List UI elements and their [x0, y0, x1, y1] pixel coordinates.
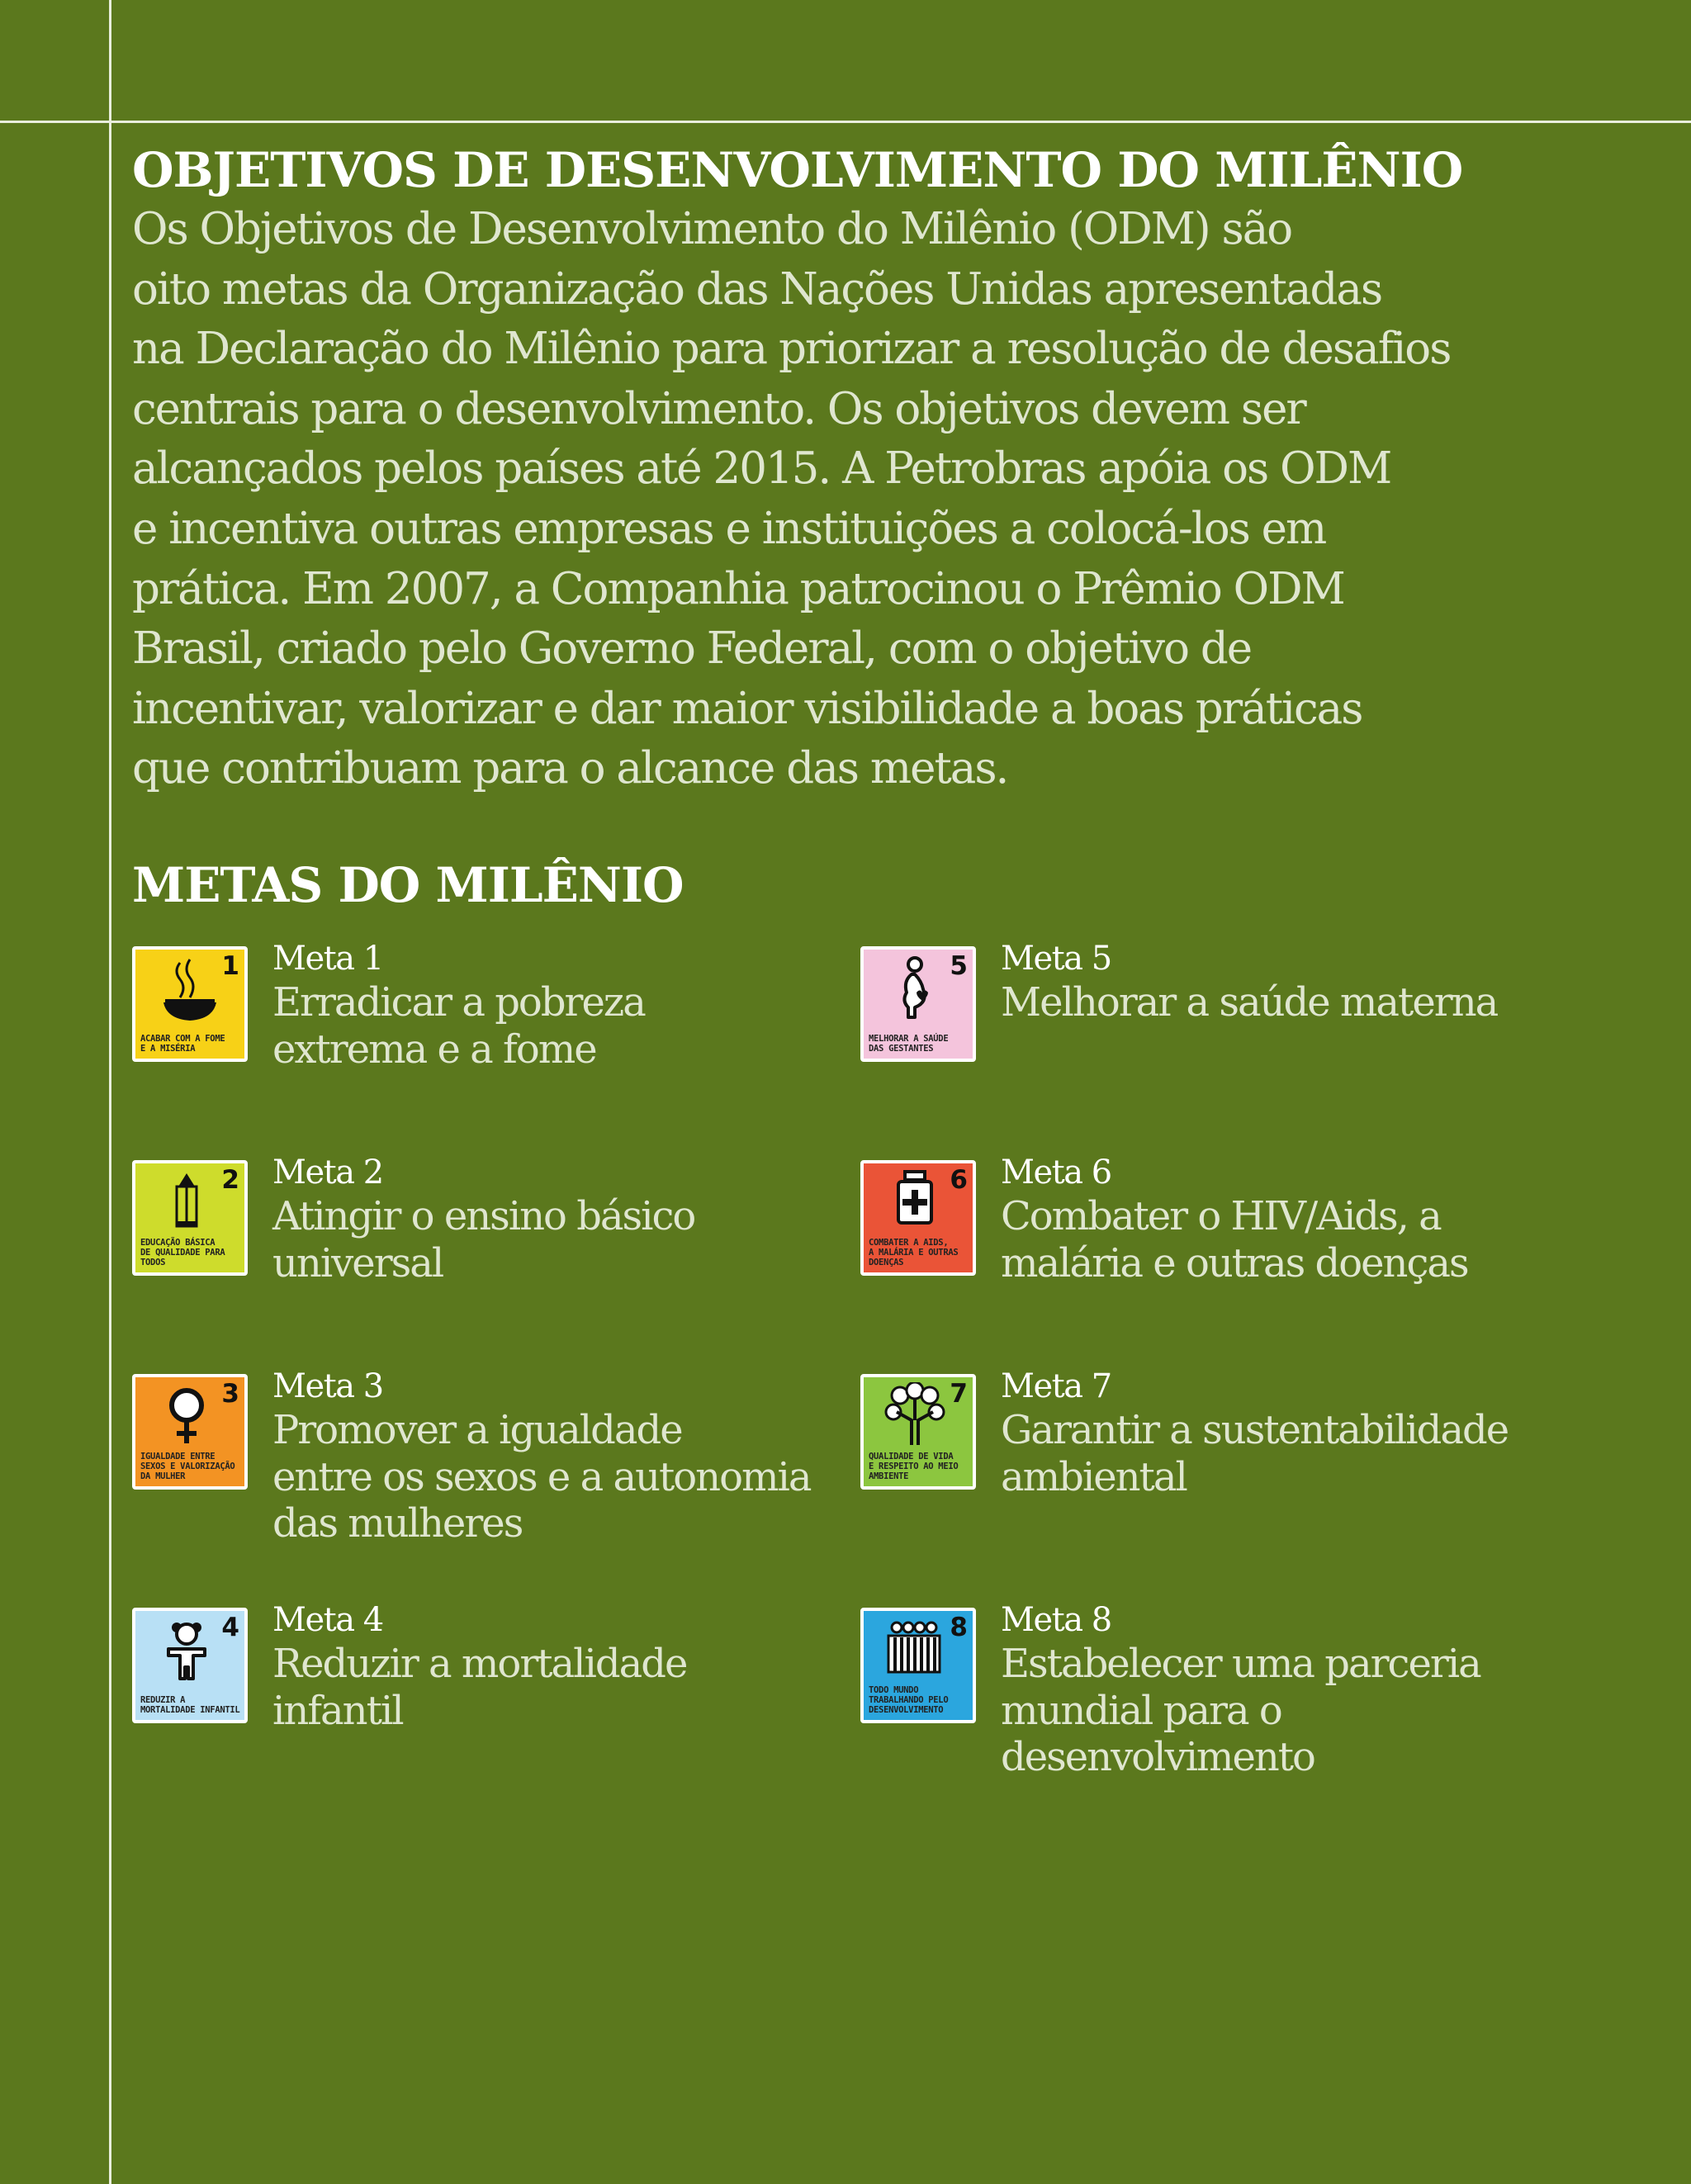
badge-line: EDUCAÇÃO BÁSICA [140, 1238, 216, 1248]
goal-description [272, 979, 867, 1073]
badge-line: QUALIDADE DE VIDA [869, 1452, 954, 1462]
intro-line: na Declaração do Milênio para priorizar a resolução de desafios [132, 324, 1451, 375]
goal-desc-line: Reduzir a mortalidade [272, 1641, 687, 1687]
goal-badge-6 [860, 1160, 976, 1276]
intro-line: Brasil, criado pelo Governo Federal, com o objetivo de [132, 623, 1252, 675]
goal-badge-5 [860, 946, 976, 1062]
goal-badge-1 [132, 946, 248, 1062]
goal-name: Meta 3 [272, 1367, 383, 1405]
goal-desc-line: Melhorar a saúde materna [1001, 979, 1498, 1026]
goal-desc-line: das mulheres [272, 1500, 523, 1547]
vertical-rule [109, 0, 111, 2184]
goal-badge-number: 5 [950, 951, 968, 981]
goal-desc-line: Garantir a sustentabilidade [1001, 1407, 1509, 1453]
intro-line: Os Objetivos de Desenvolvimento do Milênio (ODM) são [132, 204, 1292, 254]
goal-desc-line: Atingir o ensino básico [272, 1193, 695, 1239]
badge-line: E A MISÉRIA [140, 1044, 196, 1054]
badge-line: DESENVOLVIMENTO [869, 1705, 944, 1715]
badge-line: DE QUALIDADE PARA [140, 1248, 225, 1258]
goal-badge-label [140, 1695, 241, 1715]
intro-section [132, 140, 1552, 799]
female-symbol-icon [147, 1382, 230, 1457]
goal-badge-4 [132, 1608, 248, 1723]
goal-badge-label [869, 1034, 969, 1054]
goal-desc-line: extrema e a fome [272, 1026, 596, 1073]
goal-desc-line: Promover a igualdade [272, 1407, 682, 1453]
goal-name: Meta 4 [272, 1601, 383, 1639]
goal-description [1001, 1641, 1595, 1781]
badge-line: TRABALHANDO PELO [869, 1695, 949, 1705]
goal-name: Meta 8 [1001, 1601, 1111, 1639]
badge-line: E RESPEITO AO MEIO [869, 1462, 959, 1471]
goal-description [1001, 979, 1595, 1026]
goal-desc-line: Estabelecer uma parceria [1001, 1641, 1480, 1687]
badge-line: ACABAR COM A FOME [140, 1034, 225, 1044]
goal-text [1001, 938, 1595, 1026]
intro-line: incentivar, valorizar e dar maior visibilidade a boas práticas [132, 683, 1362, 734]
goal-text [272, 1599, 867, 1734]
badge-line: REDUZIR A [140, 1695, 186, 1705]
goal-desc-line: ambiental [1001, 1453, 1187, 1500]
badge-line: DOENÇAS [869, 1258, 904, 1267]
badge-line: A MALÁRIA E OUTRAS [869, 1248, 959, 1258]
goal-badge-label [140, 1034, 241, 1054]
intro-paragraph [132, 200, 1552, 799]
medicine-bottle-icon [875, 1168, 958, 1243]
goal-name: Meta 7 [1001, 1367, 1111, 1405]
badge-line: TODOS [140, 1258, 166, 1267]
badge-line: DAS GESTANTES [869, 1044, 934, 1054]
goal-description [1001, 1193, 1595, 1286]
intro-line: que contribuam para o alcance das metas. [132, 743, 1008, 794]
goal-name: Meta 2 [272, 1154, 383, 1191]
goal-desc-line: mundial para o [1001, 1687, 1281, 1734]
goal-desc-line: malária e outras doenças [1001, 1239, 1468, 1286]
goal-description [1001, 1407, 1595, 1500]
intro-line: prática. Em 2007, a Companhia patrocinou o Prêmio ODM [132, 563, 1344, 614]
goal-text [1001, 1599, 1595, 1781]
goal-text [1001, 1366, 1595, 1500]
goal-text [1001, 1152, 1595, 1286]
badge-line: TODO MUNDO [869, 1685, 919, 1695]
badge-line: MORTALIDADE INFANTIL [140, 1705, 240, 1715]
intro-line: centrais para o desenvolvimento. Os objetivos devem ser [132, 383, 1305, 434]
goal-badge-8 [860, 1608, 976, 1723]
goal-badge-2 [132, 1160, 248, 1276]
goal-description [272, 1193, 867, 1286]
goal-badge-number: 1 [221, 951, 239, 981]
goal-badge-label [140, 1452, 241, 1481]
goal-description [272, 1407, 867, 1547]
badge-line: MELHORAR A SAÚDE [869, 1034, 949, 1044]
goal-badge-label [869, 1238, 969, 1267]
badge-line: IGUALDADE ENTRE [140, 1452, 216, 1462]
badge-line: SEXOS E VALORIZAÇÃO [140, 1462, 235, 1471]
tree-icon [875, 1382, 958, 1457]
pregnant-woman-icon [875, 955, 958, 1029]
badge-line: AMBIENTE [869, 1471, 909, 1481]
goal-desc-line: Erradicar a pobreza [272, 979, 645, 1026]
badge-line: DA MULHER [140, 1471, 186, 1481]
child-icon [147, 1616, 230, 1690]
pencil-icon [147, 1168, 230, 1243]
horizontal-rule [0, 121, 1691, 123]
goal-text [272, 938, 867, 1073]
goal-badge-number: 8 [950, 1613, 968, 1642]
metas-title: METAS DO MILÊNIO [132, 857, 684, 913]
goal-desc-line: Combater o HIV/Aids, a [1001, 1193, 1441, 1239]
intro-line: alcançados pelos países até 2015. A Petrobras apóia os ODM [132, 443, 1391, 495]
goal-badge-label [869, 1452, 969, 1481]
goal-name: Meta 6 [1001, 1154, 1111, 1191]
goal-badge-label [869, 1685, 969, 1715]
goal-badge-number: 2 [221, 1165, 239, 1195]
intro-line: oito metas da Organização das Nações Unidas apresentadas [132, 263, 1382, 315]
goal-badge-label [140, 1238, 241, 1267]
goal-badge-number: 4 [221, 1613, 239, 1642]
intro-line: e incentiva outras empresas e instituições a colocá-los em [132, 503, 1326, 554]
goal-badge-3 [132, 1374, 248, 1490]
page-title: OBJETIVOS DE DESENVOLVIMENTO DO MILÊNIO [132, 142, 1463, 198]
goal-badge-number: 7 [950, 1379, 968, 1409]
goal-desc-line: universal [272, 1239, 443, 1286]
goal-desc-line: entre os sexos e a autonomia [272, 1453, 811, 1500]
goal-badge-7 [860, 1374, 976, 1490]
bowl-icon [147, 955, 230, 1029]
goal-desc-line: desenvolvimento [1001, 1734, 1314, 1780]
goal-text [272, 1152, 867, 1286]
goal-name: Meta 1 [272, 940, 383, 978]
goal-text [272, 1366, 867, 1547]
goal-badge-number: 3 [221, 1379, 239, 1409]
goal-name: Meta 5 [1001, 940, 1111, 978]
goal-desc-line: infantil [272, 1687, 403, 1734]
goal-badge-number: 6 [950, 1165, 968, 1195]
goal-description [272, 1641, 867, 1734]
badge-line: COMBATER A AIDS, [869, 1238, 949, 1248]
people-group-icon [875, 1616, 958, 1690]
